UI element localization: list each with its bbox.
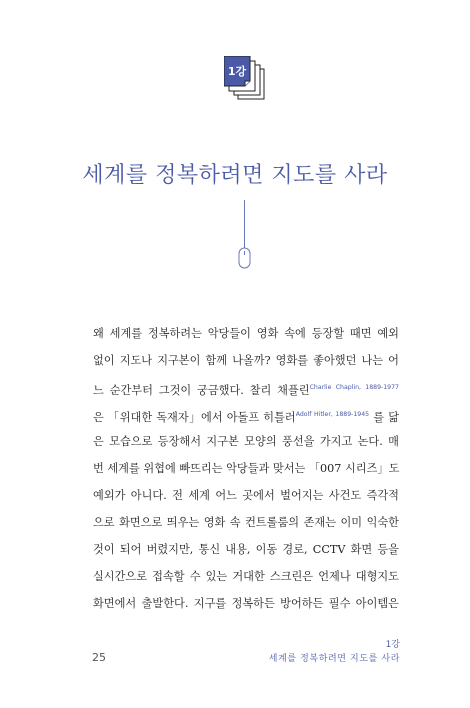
- body-line-text: 실시간으로 접속할 수 있는 거대한 스크린은 언제나 대형지도: [93, 570, 399, 583]
- body-line-text: 으로 화면으로 띄우는 영화 속 컨트롤룸의 존재는 이미 익숙한: [93, 516, 399, 529]
- name-annotation: Charlie Chaplin, 1889-1977: [309, 384, 399, 391]
- body-line: [93, 428, 399, 455]
- body-line-text: 없이 지도나 지구본이 함께 나올까? 영화를 좋아했던 나는 어: [93, 354, 399, 367]
- body-text: [93, 320, 399, 617]
- divider-line: [244, 200, 245, 248]
- body-line: [93, 509, 399, 536]
- name-annotation: Adolf Hitler, 1889-1945: [295, 411, 370, 418]
- body-line-text: 왜 세계를 정복하려는 악당들이 영화 속에 등장할 때면 예외: [93, 327, 399, 340]
- body-line-text: 예외가 아니다. 전 세계 어느 곳에서 벌어지는 사건도 즉각적: [93, 489, 399, 502]
- mouse-icon: [238, 247, 251, 274]
- body-line-text: 것이 되어 버렸지만, 통신 내용, 이동 경로, CCTV 화면 등을: [93, 543, 399, 556]
- body-line: [93, 347, 399, 374]
- body-line: [93, 482, 399, 509]
- body-line-text: 번 세계를 위협에 빠뜨리는 악당들과 맞서는 「007 시리즈」도: [93, 462, 400, 475]
- body-line-text: 를 닮: [369, 411, 399, 424]
- running-header-title: 세계를 정복하려면 지도를 사라: [268, 654, 400, 664]
- chapter-badge-label: 1강: [227, 65, 247, 78]
- body-line: [93, 536, 399, 563]
- body-line: [93, 320, 399, 347]
- body-line: [93, 455, 399, 482]
- body-line: [93, 374, 399, 401]
- running-header-chapter: 1강: [385, 640, 400, 650]
- body-line-text: 느 순간부터 그것이 궁금했다. 찰리 채플린: [93, 384, 310, 397]
- body-line-text: 화면에서 출발한다. 지구를 정복하든 방어하든 필수 아이템은: [93, 597, 399, 610]
- body-line-text: 은 「위대한 독재자」에서 아돌프 히틀러: [93, 411, 296, 424]
- page-number: 25: [92, 651, 106, 664]
- body-line-text: 은 모습으로 등장해서 지구본 모양의 풍선을 가지고 논다. 매: [93, 435, 399, 448]
- body-line: [93, 563, 399, 590]
- body-line: [93, 590, 399, 617]
- chapter-title: 세계를 정복하려면 지도를 사라: [82, 163, 388, 188]
- body-line: [93, 401, 399, 428]
